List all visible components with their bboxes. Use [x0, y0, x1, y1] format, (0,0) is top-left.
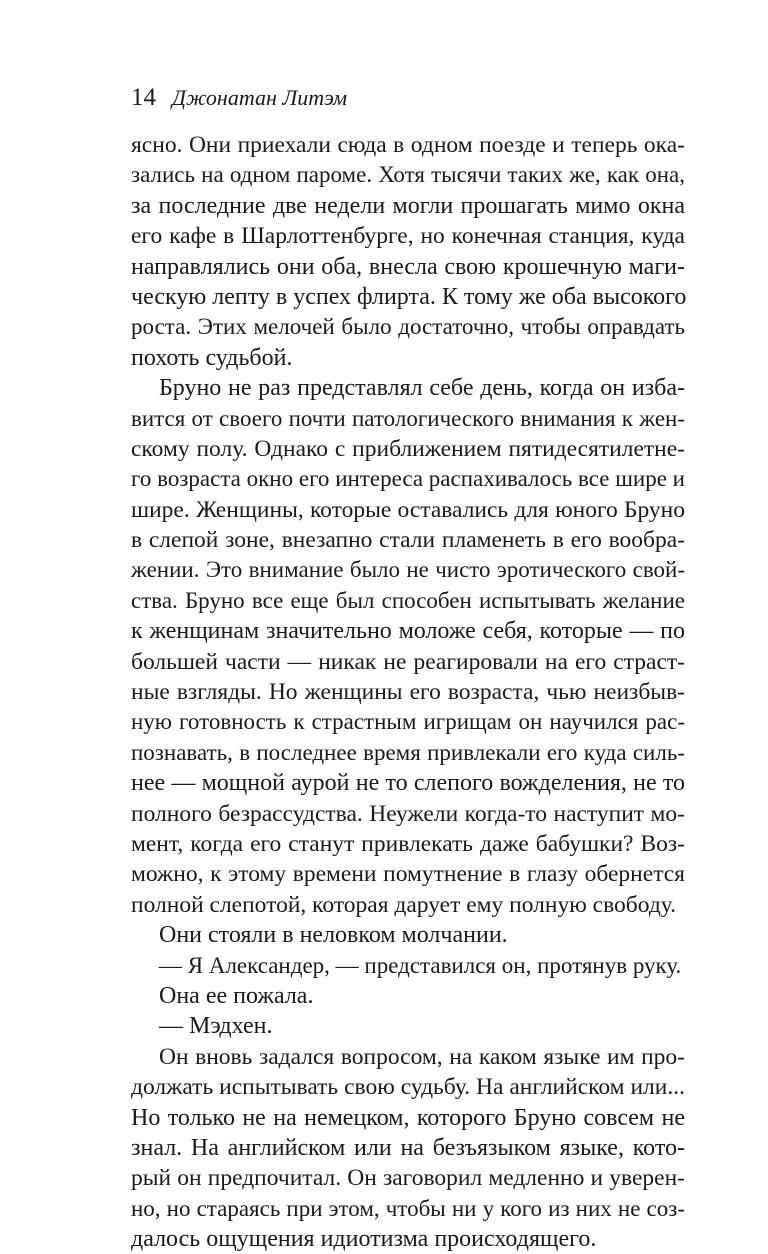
text-line: его кафе в Шарлоттенбурге, но конечная станция, куда: [131, 223, 685, 250]
text-line: полной слепотой, которая дарует ему полную свободу.: [131, 891, 677, 918]
text-line: Но только не на немецком, которого Бруно совсем не: [131, 1104, 685, 1131]
text-line: нее — мощной аурой не то слепого вожделения, не то: [131, 770, 685, 797]
text-line: шире. Женщины, которые оставались для юного Бруно: [131, 496, 685, 523]
text-line: зались на одном пароме. Хотя тысячи таких же, как она,: [131, 162, 685, 188]
text-line: за последние две недели могли прошагать мимо окна: [131, 192, 685, 219]
text-line: Они стояли в неловком молчании.: [159, 922, 508, 949]
text-line: вится от своего почти патологического внимания к жен-: [131, 405, 685, 431]
text-line: жении. Это внимание было не чисто эротического свой-: [131, 557, 685, 583]
text-line: Она ее пожала.: [159, 982, 314, 1009]
text-line: полного безрассудства. Неужели когда-то наступит мо-: [131, 800, 685, 827]
text-line: ные взгляды. Но женщины его возраста, чью неизбыв-: [131, 679, 685, 706]
text-line: ясно. Они приехали сюда в одном поезде и теперь ока-: [131, 132, 685, 158]
text-line: Бруно не раз представлял себе день, когда он изба-: [159, 375, 685, 402]
text-line: мент, когда его станут привлекать даже бабушки? Воз-: [131, 830, 685, 857]
text-line: — Я Александер, — представился он, протянув руку.: [159, 952, 682, 978]
text-line: должать испытывать свою судьбу. На английском или...: [131, 1074, 685, 1101]
text-line: но, но стараясь при этом, чтобы ни у кого из них не соз-: [131, 1195, 685, 1221]
text-line: к женщинам значительно моложе себя, которые — по: [131, 618, 685, 645]
text-line: го возраста окно его интереса распахивалось все шире и: [131, 466, 685, 492]
text-line: похоть судьбой.: [131, 344, 293, 371]
text-line: в слепой зоне, внезапно стали пламенеть в его вообра-: [131, 527, 685, 554]
text-line: знал. На английском или на безъязыком языке, кото-: [131, 1134, 685, 1161]
text-line: далось ощущения идиотизма происходящего.: [131, 1226, 597, 1253]
text-line: ства. Бруно все еще был способен испытывать желание: [131, 587, 685, 613]
running-head: [131, 84, 347, 114]
text-line: скому полу. Однако с приближением пятидесятилетне-: [131, 435, 685, 462]
header-author: Джонатан Литэм: [172, 85, 348, 110]
text-line: направлялись они оба, внесла свою крошечную маги-: [131, 253, 685, 280]
text-line: можно, к этому времени помутнение в глазу обернется: [131, 861, 685, 888]
text-line: Он вновь задался вопросом, на каком языке им про-: [159, 1043, 685, 1070]
text-line: ную готовность к страстным игрищам он научился рас-: [131, 709, 685, 735]
body-text: [131, 130, 685, 1254]
page-number: 14: [131, 84, 156, 111]
text-line: рый он предпочитал. Он заговорил медленно и уверен-: [131, 1165, 685, 1192]
text-line: — Мэдхен.: [159, 1013, 273, 1040]
text-line: роста. Этих мелочей было достаточно, чтобы оправдать: [131, 314, 685, 340]
text-line: большей части — никак не реагировали на его страст-: [131, 648, 685, 675]
text-line: познавать, в последнее время привлекали его куда силь-: [131, 739, 685, 765]
text-line: ческую лепту в успех флирта. К тому же оба высокого: [131, 283, 687, 310]
